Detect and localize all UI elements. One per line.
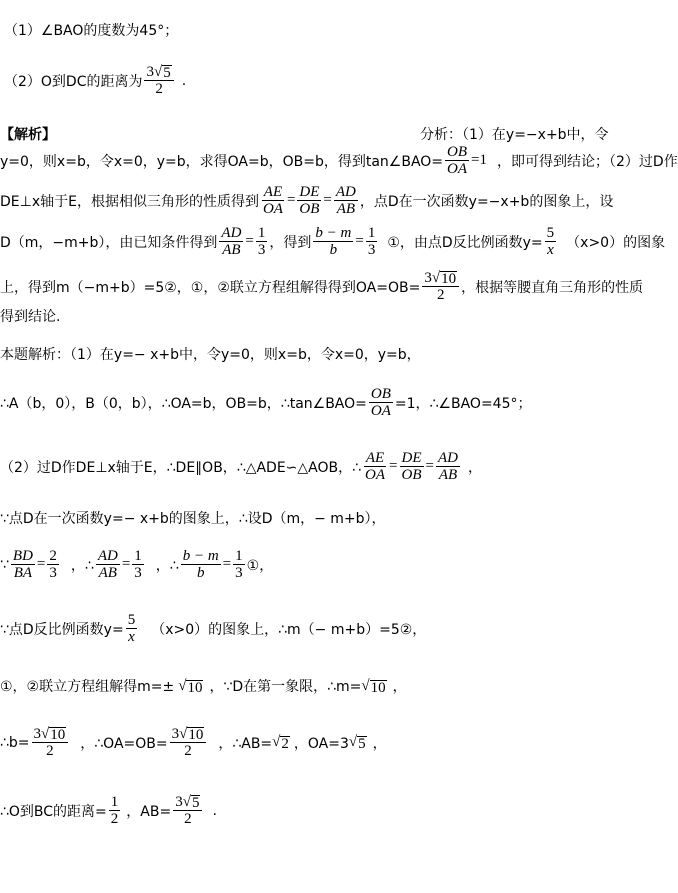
solution-s5-val2	[132, 548, 144, 581]
solution-s3-frac3	[436, 450, 460, 483]
frac-den: 3	[134, 565, 142, 581]
solution-s8-mid: ，∴OA=OB=	[80, 735, 168, 752]
analysis-l4-pre: D（m，−m+b），由已知条件得到	[0, 234, 218, 251]
answer-1	[4, 20, 178, 40]
frac-num: AD	[335, 184, 356, 200]
solution-s2-post: =1，∴∠BAO=45°；	[394, 395, 532, 412]
frac-den: x	[128, 629, 135, 645]
solution-s5-d: ①，	[246, 557, 274, 574]
answer-2-num: 3	[146, 64, 154, 80]
solution-s8-pre: ∴b=	[0, 734, 30, 751]
solution-s8-frac1	[32, 726, 69, 759]
frac-den: OB	[401, 467, 422, 483]
solution-line-3: （2）过D作DE⊥x轴于E，∴DE∥OB，∴△ADE∽△AOB，∴ $\frac{AE}{OA}$ = $\frac{DE}{OB}$ = $\frac{AD}{AB}$ ，	[0, 450, 482, 483]
frac-den: AB	[98, 565, 117, 581]
solution-s9-post: .	[212, 802, 217, 819]
radicand: 10	[50, 727, 66, 743]
answer-2	[4, 64, 186, 97]
analysis-l3-frac3	[334, 184, 358, 217]
analysis-line-6	[0, 306, 60, 326]
analysis-l4-end: （x>0）的图象	[566, 234, 666, 251]
analysis-l3-pre: DE⊥x轴于E，根据相似三角形的性质得到	[0, 193, 259, 210]
frac-den: AB	[336, 201, 356, 217]
solution-s5-frac3	[181, 548, 221, 581]
frac-den: 2	[436, 287, 445, 303]
analysis-l5-pre: 上，得到m（−m+b）=5②，①，②联立方程组解得得到OA=OB=	[0, 279, 421, 296]
analysis-l4-frac2	[313, 225, 353, 258]
solution-s8-mid3: ，OA=3	[293, 735, 349, 752]
solution-line-8	[0, 726, 387, 759]
solution-line-1	[0, 344, 421, 364]
analysis-l2-eq: =1	[471, 152, 488, 168]
frac-num: 2	[49, 548, 57, 564]
frac-den: 3	[257, 242, 266, 258]
solution-s7-pre: ①，②联立方程组解得m=±	[0, 679, 175, 695]
frac-den: AB	[438, 467, 458, 483]
answer-2-den: 2	[155, 81, 163, 97]
solution-s9-frac2	[173, 794, 202, 827]
frac-num: 3	[33, 726, 42, 742]
sqrt-symbol: √ 5	[348, 734, 366, 752]
solution-s5-frac2	[96, 548, 120, 581]
frac-num: AD	[221, 225, 242, 241]
solution-line-6	[0, 612, 426, 645]
answer-2-prefix: （2）O到DC的距离为	[4, 73, 143, 90]
radicand: 10	[187, 679, 203, 696]
solution-s3-pre: （2）过D作DE⊥x轴于E，∴DE∥OB，∴△ADE∽△AOB，∴	[0, 459, 362, 476]
solution-line-4	[0, 508, 386, 528]
solution-s2-pre: ∴A（b，0），B（0，b），∴OA=b，OB=b，∴tan∠BAO=	[0, 395, 367, 412]
sqrt-symbol: √ 5	[182, 794, 200, 811]
frac-den: x	[547, 242, 554, 258]
analysis-l4-post: ①，由点D反比例函数y=	[387, 234, 543, 251]
frac-den: 3	[49, 565, 57, 581]
analysis-l6: 得到结论.	[0, 309, 61, 325]
frac-den: OA	[447, 161, 468, 177]
analysis-l4-val1	[256, 225, 268, 258]
frac-den: OB	[299, 201, 320, 217]
frac-num: 1	[257, 225, 266, 241]
sqrt-symbol: √ 2	[272, 734, 289, 752]
frac-num: 3	[171, 726, 180, 742]
sqrt-symbol: √ 10	[361, 677, 386, 696]
solution-s9-mid: ，AB=	[126, 803, 172, 820]
frac-den: 2	[46, 743, 54, 759]
answer-2-radicand: 5	[163, 65, 171, 81]
solution-s8-mid2: ，∴AB=	[218, 735, 273, 752]
analysis-line-3: DE⊥x轴于E，根据相似三角形的性质得到 $\frac{AE}{OA}$ = $\frac{DE}{OB}$ = $\frac{AD}{AB}$ ，点D在一次函数y=−x+b的图象上，设	[0, 184, 614, 217]
solution-s5-val3	[233, 548, 245, 581]
frac-den: 3	[235, 565, 243, 581]
radicand: 5	[358, 736, 366, 752]
sqrt-symbol: √ 10	[179, 726, 204, 743]
solution-s1: 本题解析：（1）在y=− x+b中，令y=0，则x=b，令x=0，y=b，	[0, 347, 421, 363]
analysis-lead: 分析：（1）在y=−x+b中，令	[420, 127, 609, 143]
answer-2-fraction	[144, 64, 173, 97]
frac-num: 1	[367, 225, 376, 241]
analysis-l4-mid: ，得到	[269, 234, 312, 251]
solution-s2-fraction	[369, 386, 393, 419]
frac-num: 3	[175, 794, 183, 810]
analysis-l4-val2	[366, 225, 378, 258]
frac-den: BA	[13, 565, 33, 581]
solution-s6-fraction	[126, 612, 138, 645]
frac-num: OB	[447, 144, 468, 160]
analysis-line-4: D（m，−m+b），由已知条件得到 $\frac{AD}{AB}$ = $\frac{1}{3}$ ，得到 $\frac{b - m}{b}$ = $\frac{1}{3}$ ①，由点D反比例函数y= $\frac{5}{x}$ （x>0）的图象	[0, 225, 666, 258]
answer-1-text: （1）∠BAO的度数为45°；	[4, 23, 179, 39]
frac-num: b − m	[315, 225, 352, 241]
answer-2-suffix: .	[181, 72, 187, 89]
analysis-l3-frac2	[297, 184, 321, 217]
solution-s5-frac1	[11, 548, 35, 581]
analysis-l3-post: ，点D在一次函数y=−x+b的图象上，设	[359, 193, 614, 210]
solution-s5-c: ，∴	[155, 557, 179, 574]
solution-s8-frac2	[170, 726, 207, 759]
analysis-l4-frac1	[219, 225, 243, 258]
frac-num: DE	[299, 184, 320, 200]
frac-num: 5	[127, 612, 136, 628]
frac-den: 2	[184, 811, 192, 827]
frac-num: DE	[401, 450, 422, 466]
frac-den: b	[329, 242, 338, 258]
frac-num: BD	[12, 548, 33, 564]
solution-s3-post: ，	[467, 459, 482, 476]
frac-num: AE	[263, 184, 283, 200]
frac-num: 1	[235, 548, 243, 564]
solution-line-5: ∵ $\frac{BD}{BA}$ = $\frac{2}{3}$ ，∴ $\frac{AD}{AB}$ = $\frac{1}{3}$ ，∴ $\frac{b - m}{b}$ = $\frac{1}{3}$ ①，	[0, 548, 274, 581]
sqrt-symbol: √ 10	[431, 270, 457, 287]
frac-den: 2	[110, 811, 119, 827]
frac-num: 3	[424, 270, 432, 286]
solution-s7-post: ，	[392, 679, 407, 695]
solution-s6-post: （x>0）的图象上，∴m（− m+b）=5②，	[151, 621, 427, 638]
solution-s3-frac2	[400, 450, 424, 483]
frac-den: OA	[370, 403, 391, 419]
frac-num: AD	[437, 450, 458, 466]
frac-den: 2	[184, 743, 192, 759]
radicand: 10	[370, 679, 386, 696]
sqrt-symbol: √ 10	[178, 677, 203, 696]
analysis-l4-frac3	[545, 225, 557, 258]
solution-s5-b: ，∴	[70, 557, 94, 574]
solution-s5-a: ∵	[0, 556, 9, 573]
frac-den: AB	[222, 242, 241, 258]
radicand: 2	[281, 736, 289, 752]
radicand: 10	[441, 271, 457, 287]
analysis-l3-frac1	[261, 184, 285, 217]
analysis-heading-row	[0, 124, 56, 144]
radicand: 5	[191, 795, 200, 811]
solution-s5-val1	[47, 548, 59, 581]
analysis-lead-row	[420, 124, 609, 144]
analysis-line-2	[0, 144, 678, 177]
solution-s9-frac1	[109, 794, 121, 827]
frac-num: 1	[110, 794, 119, 810]
analysis-l2-post: ，即可得到结论；（2）过D作	[497, 153, 678, 170]
frac-den: 3	[367, 242, 376, 258]
analysis-l2-pre: y=0，则x=b，令x=0，y=b，求得OA=b，OB=b，得到tan∠BAO=	[0, 153, 444, 170]
frac-den: OA	[262, 201, 283, 217]
solution-s6-pre: ∵点D反比例函数y=	[0, 621, 124, 638]
frac-num: OB	[370, 386, 391, 402]
solution-s3-frac1	[363, 450, 387, 483]
analysis-l5-post: ，根据等腰直角三角形的性质	[461, 279, 644, 296]
solution-s7-mid: ，∵D在第一象限，∴m=	[209, 679, 362, 695]
frac-num: 5	[546, 225, 555, 241]
analysis-heading: 【解析】	[0, 127, 56, 143]
radicand: 10	[188, 727, 204, 743]
solution-s8-post: ，	[372, 735, 387, 752]
frac-den: b	[196, 565, 205, 581]
analysis-line-5	[0, 270, 643, 303]
frac-num: AE	[365, 450, 385, 466]
analysis-l5-fraction	[422, 270, 459, 303]
solution-s4: ∵点D在一次函数y=− x+b的图象上，∴设D（m，− m+b），	[0, 511, 386, 527]
solution-line-7	[0, 676, 407, 696]
frac-num: b − m	[182, 548, 219, 564]
solution-line-9	[0, 794, 217, 827]
frac-den: OA	[365, 467, 386, 483]
sqrt-symbol: √ 10	[41, 726, 66, 743]
solution-s9-pre: ∴O到BC的距离=	[0, 803, 107, 820]
solution-line-2	[0, 386, 532, 419]
sqrt-symbol: √ 5	[153, 64, 171, 81]
frac-num: 1	[134, 548, 142, 564]
frac-num: AD	[97, 548, 118, 564]
analysis-l2-fraction	[445, 144, 469, 177]
